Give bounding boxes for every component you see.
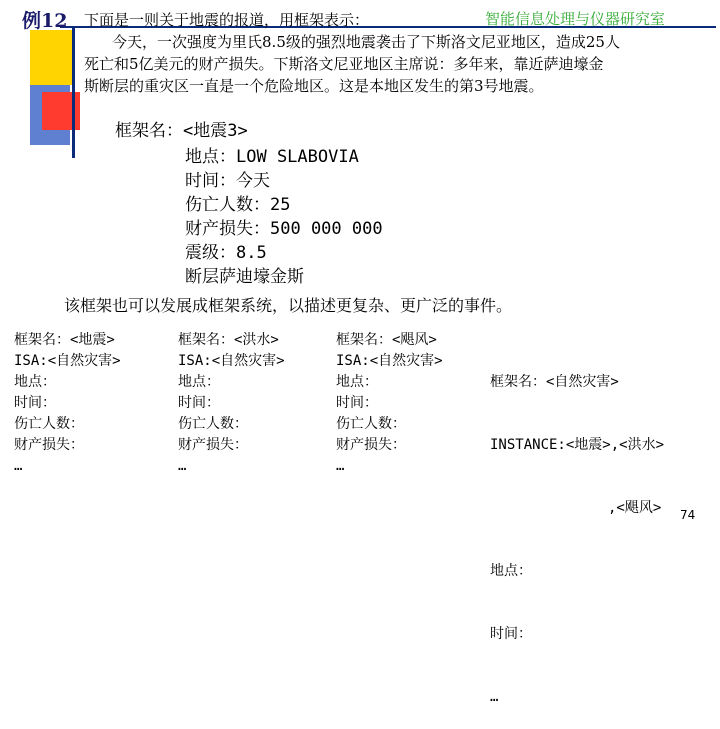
frame-natural-disaster-line: INSTANCE:<地震>,<洪水>	[490, 437, 665, 453]
page-number: 74	[680, 508, 696, 522]
frame-flood-line: 伤亡人数：	[178, 416, 248, 432]
frame-earthquake-line: …	[14, 458, 23, 474]
decor-vertical-rule	[72, 28, 75, 158]
summary-text: 该框架也可以发展成框架系统，以描述更复杂、更广泛的事件。	[64, 296, 513, 315]
frame-natural-disaster-line: ,<飓风>	[490, 500, 662, 516]
frame-flood-line: 框架名：<洪水>	[178, 332, 279, 348]
paragraph-line-3: 斯断层的重灾区一直是一个危险地区。这是本地区发生的第3号地震。	[84, 77, 544, 95]
frame-earthquake	[14, 330, 121, 477]
frame-flood	[178, 330, 285, 477]
frame-hurricane-line: ISA:<自然灾害>	[336, 353, 443, 369]
main-frame-slot-magnitude: 震级：8.5	[185, 243, 267, 263]
paragraph-line-2: 死亡和5亿美元的财产损失。下斯洛文尼亚地区主席说：多年来，靠近萨迪壕金	[84, 55, 604, 73]
main-frame-slot-fault: 断层萨迪壕金斯	[185, 267, 304, 287]
frame-hurricane	[336, 330, 443, 477]
main-frame-slot-casualties: 伤亡人数：25	[185, 195, 291, 215]
frame-natural-disaster-line: 框架名：<自然灾害>	[490, 374, 619, 390]
paragraph-line-1: 今天，一次强度为里氏8.5级的强烈地震袭击了下斯洛文尼亚地区，造成25人	[112, 33, 620, 51]
frame-natural-disaster-line: 时间：	[490, 626, 532, 642]
intro-text: 下面是一则关于地震的报道，用框架表示：	[84, 11, 370, 29]
frame-hurricane-line: 地点：	[336, 374, 378, 390]
main-frame-name: 框架名：<地震3>	[115, 121, 248, 141]
frame-earthquake-line: 时间：	[14, 395, 56, 411]
main-frame-slot-property-loss: 财产损失：500 000 000	[185, 219, 383, 239]
frame-earthquake-line: 框架名：<地震>	[14, 332, 115, 348]
frame-earthquake-line: ISA:<自然灾害>	[14, 353, 121, 369]
frame-flood-line: 地点：	[178, 374, 220, 390]
frame-flood-line: ISA:<自然灾害>	[178, 353, 285, 369]
lab-name: 智能信息处理与仪器研究室	[485, 10, 666, 28]
main-frame-slot-time: 时间：今天	[185, 171, 270, 191]
frame-flood-line: 时间：	[178, 395, 220, 411]
main-frame-slot-location: 地点：LOW SLABOVIA	[185, 147, 359, 167]
frame-earthquake-line: 伤亡人数：	[14, 416, 84, 432]
frame-flood-line: 财产损失：	[178, 437, 248, 453]
frame-hurricane-line: 框架名：<飓风>	[336, 332, 437, 348]
frame-natural-disaster-line: 地点：	[490, 563, 532, 579]
frame-hurricane-line: …	[336, 458, 345, 474]
frame-earthquake-line: 财产损失：	[14, 437, 84, 453]
frame-hurricane-line: 时间：	[336, 395, 378, 411]
decor-yellow-square	[30, 30, 75, 85]
frame-flood-line: …	[178, 458, 187, 474]
frame-earthquake-line: 地点：	[14, 374, 56, 390]
frame-hurricane-line: 财产损失：	[336, 437, 406, 453]
example-label: 例12	[22, 10, 68, 32]
frame-natural-disaster	[490, 330, 664, 729]
frame-natural-disaster-line: …	[490, 689, 499, 705]
frame-hurricane-line: 伤亡人数：	[336, 416, 406, 432]
